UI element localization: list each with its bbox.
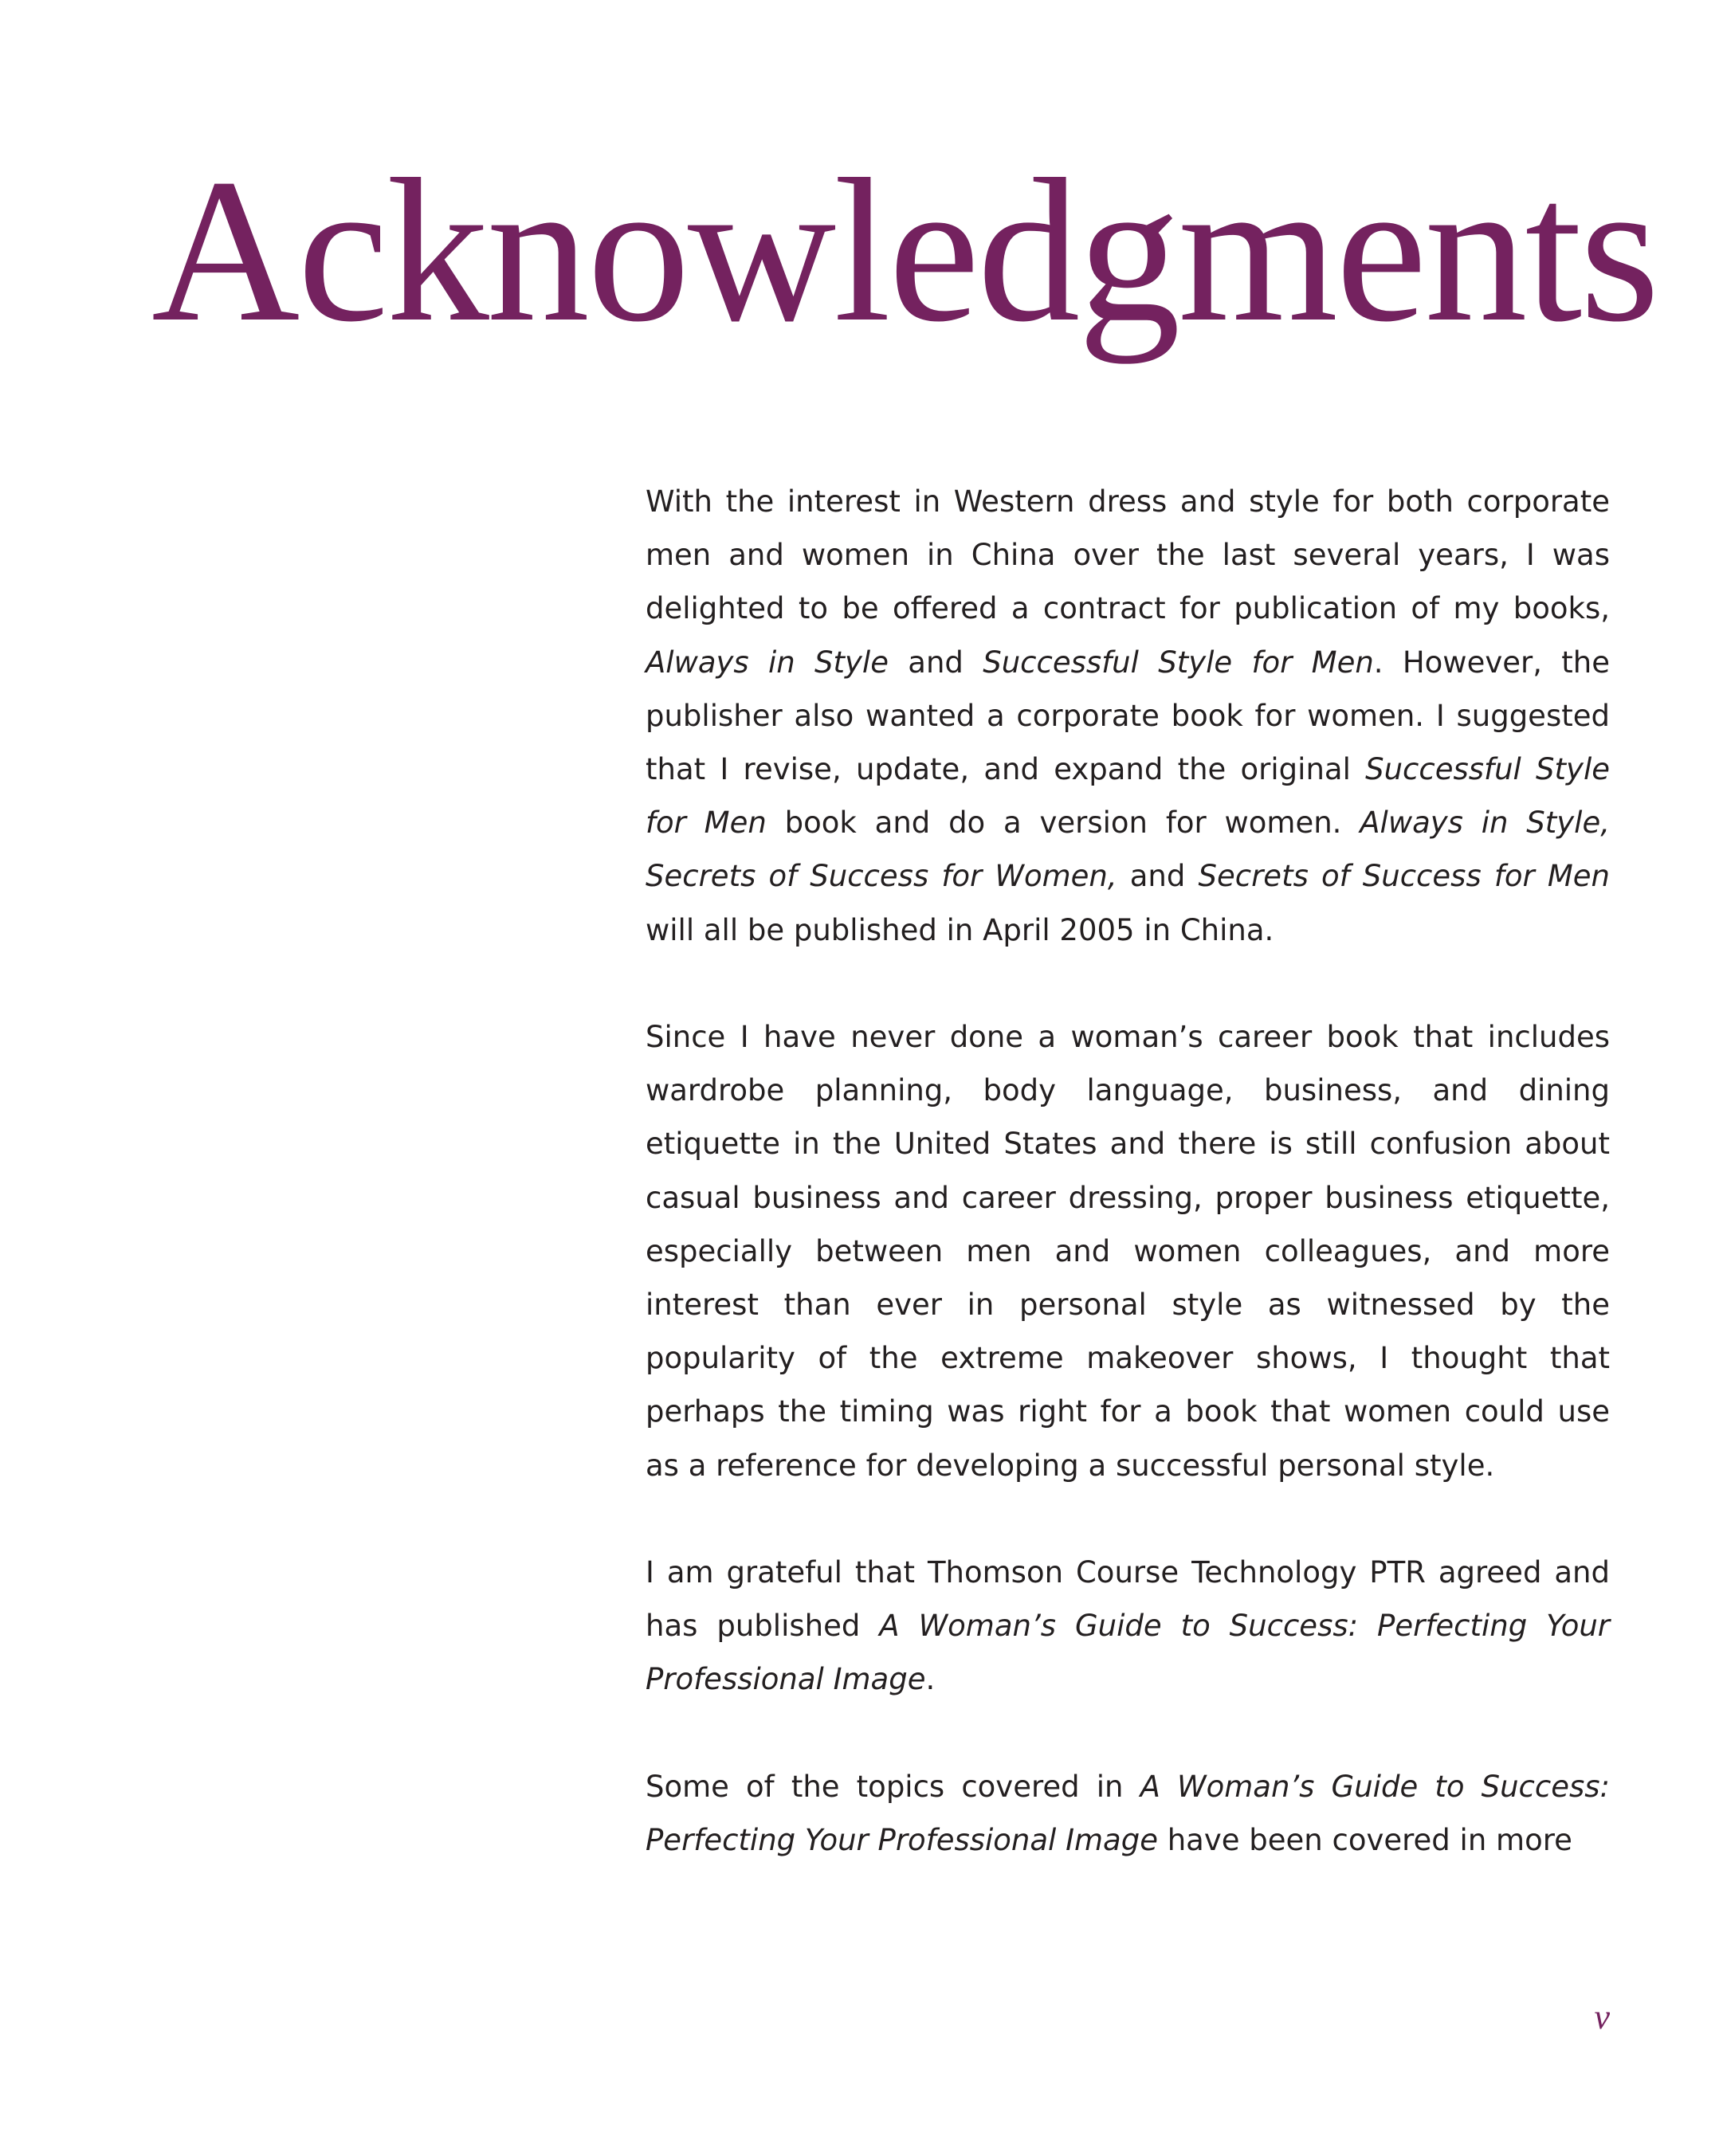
body-text bbox=[646, 475, 1610, 1867]
text-segment: With the interest in Western dress and style for both corporate men and women in China over the last several years, I was delighted to be offered a contract for publication of my books, bbox=[646, 484, 1610, 626]
text-segment: will all be published in April 2005 in China. bbox=[646, 912, 1274, 947]
paragraph-topics bbox=[646, 1760, 1610, 1867]
book-title-italic: A Woman’s Guide to Success: Perfecting Your Professional Image bbox=[646, 1609, 1610, 1697]
text-segment: and bbox=[888, 645, 983, 680]
book-title-italic: Successful Style for Men bbox=[983, 645, 1374, 680]
text-segment: . However, the publisher also wanted a corporate book for women. I suggested that I revise, update, and expand the original bbox=[646, 645, 1610, 787]
book-title-italic: Always in Style, Secrets of Success for Women, bbox=[646, 806, 1610, 894]
paragraph-grateful bbox=[646, 1546, 1610, 1707]
book-title-italic: A Woman’s Guide to Success: Perfecting Your Professional Image bbox=[646, 1769, 1610, 1858]
book-title-italic: Always in Style bbox=[646, 645, 889, 680]
book-title-italic: Secrets of Success for Men bbox=[1198, 859, 1610, 894]
page-number: v bbox=[1594, 1997, 1610, 2036]
text-segment: . bbox=[925, 1662, 936, 1697]
text-segment: have been covered in more bbox=[1157, 1823, 1572, 1858]
text-segment: and bbox=[1117, 859, 1199, 894]
text-segment: I am grateful that Thomson Course Technology PTR agreed and has published bbox=[646, 1555, 1610, 1644]
paragraph-career-book bbox=[646, 1010, 1610, 1492]
paragraph-western-dress bbox=[646, 475, 1610, 957]
text-segment: Since I have never done a woman’s career book that includes wardrobe planning, body language, business, and dining etiquette in the United States and there is still confusion about casual business and career dressing, proper business etiquette, especially between men and women colleagues, and more interest than ever in personal style as witnessed by the popularity of the extreme makeover shows, I thought that perhaps the timing was right for a book that women could use as a reference for developing a successful personal style. bbox=[646, 1020, 1610, 1483]
page-title: Acknowledgments bbox=[151, 136, 1658, 364]
book-title-italic: Successful Style for Men bbox=[646, 752, 1610, 841]
text-segment: Some of the topics covered in bbox=[646, 1769, 1140, 1804]
text-segment: book and do a version for women. bbox=[766, 806, 1360, 841]
